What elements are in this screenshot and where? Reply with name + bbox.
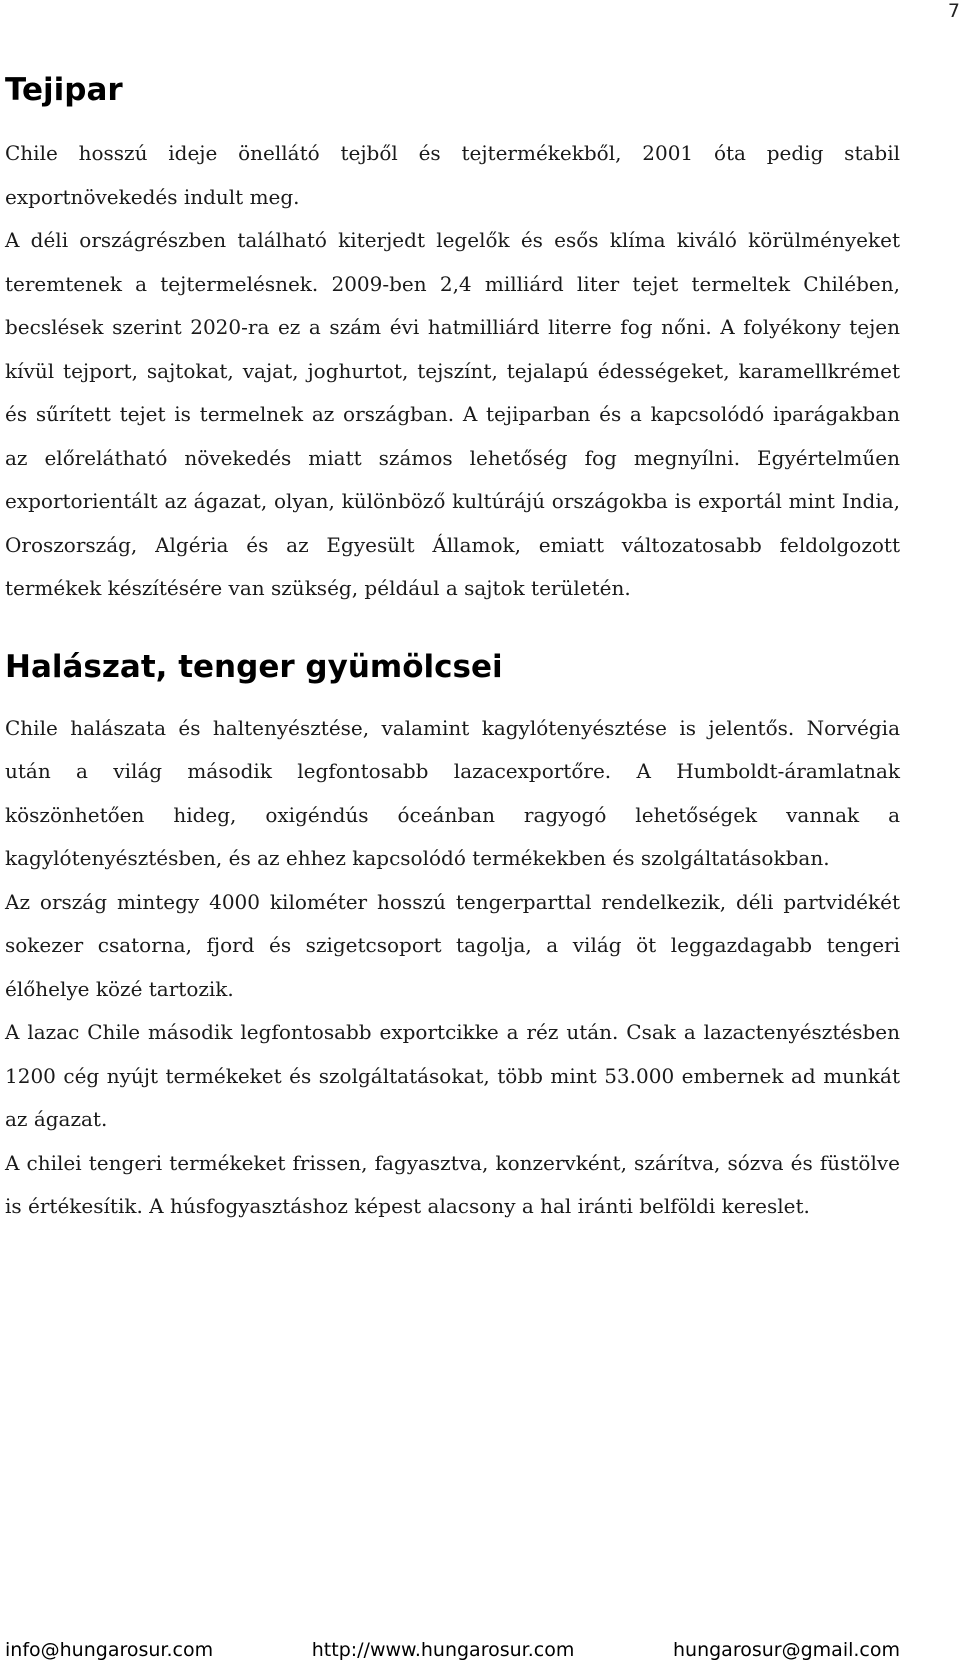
page-number: 7 — [947, 0, 960, 22]
dairy-paragraph-1: Chile hosszú ideje önellátó tejből és tejtermékekből, 2001 óta pedig stabil exportnövekedés indult meg. — [5, 141, 900, 209]
footer-gmail: hungarosur@gmail.com — [673, 1639, 900, 1661]
section-title-dairy: Tejipar — [5, 72, 123, 108]
fishing-paragraph-2: Az ország mintegy 4000 kilométer hosszú tengerparttal rendelkezik, déli partvidékét sokezer csatorna, fjord és szigetcsoport tagolja, a világ öt leggazdagabb tengeri élőhelye közé tartozik. — [5, 889, 900, 1001]
fishing-paragraph-3: A lazac Chile második legfontosabb exportcikke a réz után. Csak a lazactenyésztésben 1200 cég nyújt termékeket és szolgáltatásokat, több mint 53.000 embernek ad munkát az ágazat. — [5, 1020, 900, 1131]
footer-email: info@hungarosur.com — [5, 1639, 214, 1661]
section-title-fishing: Halászat, tenger gyümölcsei — [5, 648, 503, 685]
document-body — [5, 70, 900, 1229]
fishing-paragraph-4: A chilei tengeri termékeket frissen, fagyasztva, konzervként, szárítva, sózva és füstölve is értékesítik. A húsfogyasztáshoz képest alacsony a hal iránti belföldi kereslet. — [5, 1150, 900, 1218]
dairy-paragraph-2: A déli országrészben található kiterjedt legelők és esős klíma kiváló körülményeket teremtenek a tejtermelésnek. 2009-ben 2,4 milliárd liter tejet termeltek Chilében, becslések szerint 2020-ra ez a szám évi hatmilliárd literre fog nőni. A folyékony tejen kívül tejport, sajtokat, vajat, joghurtot, tejszínt, tejalapú édességeket, karamellkrémet és sűrített tejet is termelnek az országban. A tejiparban és a kapcsolódó iparágakban az előrelátható növekedés miatt számos lehetőség fog megnyílni. Egyértelműen exportorientált az ágazat, olyan, különböző kultúrájú országokba is exportál mint India, Oroszország, Algéria és az Egyesült Államok, emiatt változatosabb feldolgozott termékek készítésére van szükség, például a sajtok területén. — [5, 228, 900, 600]
footer-website: http://www.hungarosur.com — [311, 1639, 575, 1661]
fishing-paragraph-1: Chile halászata és haltenyésztése, valamint kagylótenyésztése is jelentős. Norvégia után a világ második legfontosabb lazacexportőre. A Humboldt-áramlatnak köszönhetően hideg, oxigéndús óceánban ragyogó lehetőségek vannak a kagylótenyésztésben, és az ehhez kapcsolódó termékekben és szolgáltatásokban. — [5, 715, 900, 870]
page-footer — [5, 1637, 900, 1663]
